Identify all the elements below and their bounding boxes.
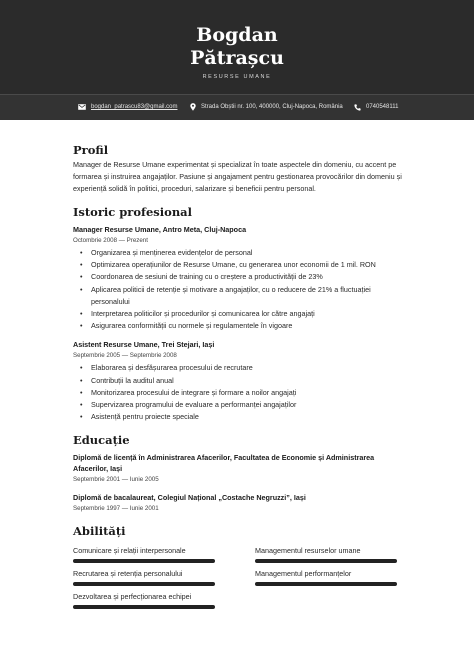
contact-address bbox=[190, 102, 343, 112]
name-last: Pătrașcu bbox=[190, 47, 284, 69]
phone-icon bbox=[354, 104, 361, 111]
job-dates: Septembrie 2005 — Septembrie 2008 bbox=[73, 352, 177, 360]
profile-text: Manager de Resurse Umane experimentat și specializat în toate aspectele din domeniu, cu accent pe formarea și instruirea angajaților. Pasiune și angajament pentru gestionarea provocărilor din domeniu și experiență solidă în politici, proceduri, salarizare și beneficii pentru personal. bbox=[73, 160, 402, 193]
section-title-education: Educație bbox=[73, 433, 130, 448]
job-bullets bbox=[73, 362, 403, 423]
list-item: • Elaborarea și desfășurarea procesului de recrutare bbox=[73, 362, 403, 374]
address-text: Strada Obștii nr. 100, 400000, Cluj-Napoca, România bbox=[201, 104, 343, 110]
location-pin-icon bbox=[190, 103, 196, 111]
education-dates: Septembrie 2001 — Iunie 2005 bbox=[73, 476, 159, 484]
skill-level-bar bbox=[255, 559, 397, 563]
contact-email[interactable] bbox=[78, 102, 177, 112]
skill-item bbox=[73, 591, 255, 609]
experience-section bbox=[73, 205, 403, 423]
profile-section bbox=[73, 143, 403, 195]
job-heading: Manager Resurse Umane, Antro Meta, Cluj-Napoca bbox=[73, 225, 247, 234]
education-entry bbox=[73, 452, 403, 485]
section-title-profile: Profil bbox=[73, 143, 109, 157]
list-item: • Coordonarea de sesiuni de training cu o creștere a productivității de 23% bbox=[73, 271, 403, 283]
list-item: • Asigurarea conformității cu normele și regulamentele în vigoare bbox=[73, 320, 403, 332]
skill-name: Managementul resurselor umane bbox=[255, 546, 361, 556]
list-item: • Interpretarea politicilor și procedurilor și comunicarea lor către angajați bbox=[73, 308, 403, 320]
job-entry bbox=[73, 339, 403, 423]
skill-level-bar bbox=[73, 559, 215, 563]
education-dates: Septembrie 1997 — Iunie 2001 bbox=[73, 505, 159, 513]
section-title-experience: Istoric profesional bbox=[73, 205, 192, 219]
list-item: • Aplicarea politicii de retenție și motivare a angajaților, cu o reducere de 21% a fluctuației personalului bbox=[73, 284, 403, 308]
list-item: • Organizarea și menținerea evidențelor de personal bbox=[73, 247, 403, 259]
skill-level-bar bbox=[255, 582, 397, 586]
phone-text[interactable]: 0740548111 bbox=[366, 104, 399, 110]
email-icon bbox=[78, 104, 86, 110]
contact-bar bbox=[0, 94, 474, 120]
skills-section bbox=[73, 524, 403, 609]
skill-name: Managementul performanțelor bbox=[255, 569, 352, 579]
list-item: • Monitorizarea procesului de integrare și formare a noilor angajați bbox=[73, 387, 403, 399]
skill-item bbox=[73, 568, 255, 586]
education-entry bbox=[73, 492, 403, 514]
name-first: Bogdan bbox=[196, 24, 278, 46]
job-bullets bbox=[73, 247, 403, 332]
resume-header bbox=[0, 0, 474, 94]
skill-name: Dezvoltarea și perfecționarea echipei bbox=[73, 592, 192, 602]
education-section bbox=[73, 433, 403, 514]
skill-level-bar bbox=[73, 605, 215, 609]
job-title: RESURSE UMANE bbox=[202, 74, 272, 80]
skill-name: Comunicare și relații interpersonale bbox=[73, 546, 186, 556]
job-dates: Octombrie 2008 — Prezent bbox=[73, 237, 148, 244]
job-entry bbox=[73, 224, 403, 332]
list-item: • Asistență pentru proiecte speciale bbox=[73, 411, 403, 423]
list-item: • Contribuții la auditul anual bbox=[73, 375, 403, 387]
skill-item bbox=[255, 568, 405, 586]
skill-item bbox=[73, 545, 255, 563]
skill-name: Recrutarea și retenția personalului bbox=[73, 569, 183, 579]
contact-phone[interactable] bbox=[354, 102, 398, 112]
resume-body bbox=[73, 143, 403, 609]
job-heading: Asistent Resurse Umane, Trei Stejari, Iași bbox=[73, 340, 215, 350]
section-title-skills: Abilități bbox=[73, 524, 126, 539]
list-item: • Optimizarea operațiunilor de Resurse Umane, cu generarea unor economii de 1 mil. RON bbox=[73, 259, 403, 271]
email-link[interactable]: bogdan_patrascu83@gmail.com bbox=[91, 104, 178, 110]
education-heading: Diplomă de licență în Administrarea Afacerilor, Facultatea de Economie și Administrarea Afacerilor, Iași bbox=[73, 453, 375, 474]
skill-level-bar bbox=[73, 582, 215, 586]
list-item: • Supervizarea programului de evaluare a performanței angajaților bbox=[73, 399, 403, 411]
education-heading: Diplomă de bacalaureat, Colegiul Național „Costache Negruzzi”, Iași bbox=[73, 493, 306, 503]
skills-grid bbox=[73, 545, 403, 609]
skill-item bbox=[255, 545, 405, 563]
